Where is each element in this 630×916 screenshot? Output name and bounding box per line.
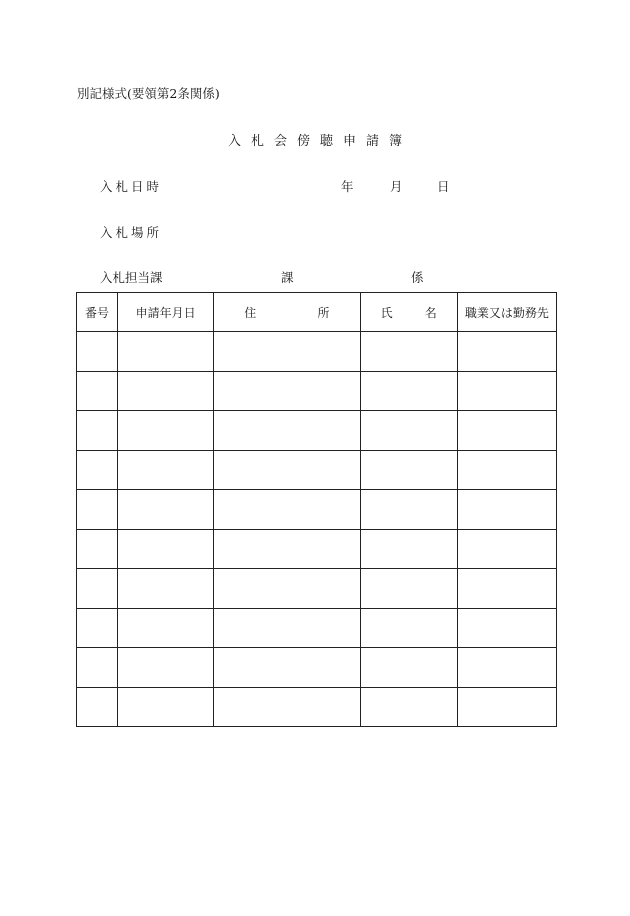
cell-address [214, 450, 360, 490]
cell-apply-date [118, 411, 214, 451]
cell-number [77, 569, 118, 609]
cell-apply-date [118, 529, 214, 569]
table-row [77, 529, 557, 569]
table-body [77, 332, 557, 727]
cell-occupation [457, 411, 556, 451]
header-name [360, 293, 457, 332]
cell-number [77, 490, 118, 530]
cell-address [214, 529, 360, 569]
table-row [77, 332, 557, 372]
cell-address [214, 371, 360, 411]
table-row [77, 411, 557, 451]
header-address-char2: 所 [317, 305, 330, 320]
cell-occupation [457, 648, 556, 688]
cell-apply-date [118, 648, 214, 688]
table-header-row [77, 293, 557, 332]
bid-place-label: 入札場所 [100, 225, 163, 240]
cell-occupation [457, 332, 556, 372]
table-row [77, 569, 557, 609]
document-title: 入札会傍聴申請簿 [228, 134, 413, 149]
cell-number [77, 529, 118, 569]
table-row [77, 450, 557, 490]
cell-name [360, 450, 457, 490]
cell-apply-date [118, 332, 214, 372]
cell-occupation [457, 371, 556, 411]
section-label: 課 [281, 270, 294, 285]
cell-name [360, 687, 457, 727]
year-label: 年 [341, 179, 354, 194]
month-label: 月 [390, 179, 403, 194]
cell-name [360, 490, 457, 530]
cell-occupation [457, 608, 556, 648]
cell-address [214, 569, 360, 609]
cell-name [360, 371, 457, 411]
cell-apply-date [118, 450, 214, 490]
day-label: 日 [437, 179, 450, 194]
cell-name [360, 332, 457, 372]
cell-occupation [457, 490, 556, 530]
cell-apply-date [118, 608, 214, 648]
header-name-char1: 氏 [380, 305, 393, 320]
cell-occupation [457, 450, 556, 490]
header-address [214, 293, 360, 332]
cell-address [214, 411, 360, 451]
table-row [77, 490, 557, 530]
cell-name [360, 411, 457, 451]
cell-number [77, 608, 118, 648]
cell-apply-date [118, 569, 214, 609]
cell-address [214, 687, 360, 727]
subsection-label: 係 [411, 270, 424, 285]
cell-address [214, 332, 360, 372]
cell-occupation [457, 529, 556, 569]
bid-date-label: 入札日時 [100, 179, 163, 194]
cell-number [77, 648, 118, 688]
cell-name [360, 529, 457, 569]
cell-number [77, 450, 118, 490]
table-row [77, 687, 557, 727]
header-number: 番号 [77, 293, 118, 332]
cell-name [360, 569, 457, 609]
cell-apply-date [118, 371, 214, 411]
table-row [77, 648, 557, 688]
cell-occupation [457, 687, 556, 727]
cell-number [77, 371, 118, 411]
cell-apply-date [118, 687, 214, 727]
header-occupation: 職業又は勤務先 [457, 293, 556, 332]
cell-apply-date [118, 490, 214, 530]
cell-address [214, 608, 360, 648]
table-row [77, 371, 557, 411]
cell-occupation [457, 569, 556, 609]
cell-number [77, 411, 118, 451]
form-note: 別記様式(要領第2条関係) [77, 86, 220, 101]
header-address-char1: 住 [244, 305, 257, 320]
cell-address [214, 490, 360, 530]
cell-name [360, 648, 457, 688]
bid-department-label: 入札担当課 [100, 270, 163, 285]
cell-number [77, 687, 118, 727]
header-apply-date: 申請年月日 [118, 293, 214, 332]
cell-address [214, 648, 360, 688]
header-name-char2: 名 [424, 305, 437, 320]
registration-table [76, 292, 557, 727]
cell-number [77, 332, 118, 372]
table-row [77, 608, 557, 648]
cell-name [360, 608, 457, 648]
